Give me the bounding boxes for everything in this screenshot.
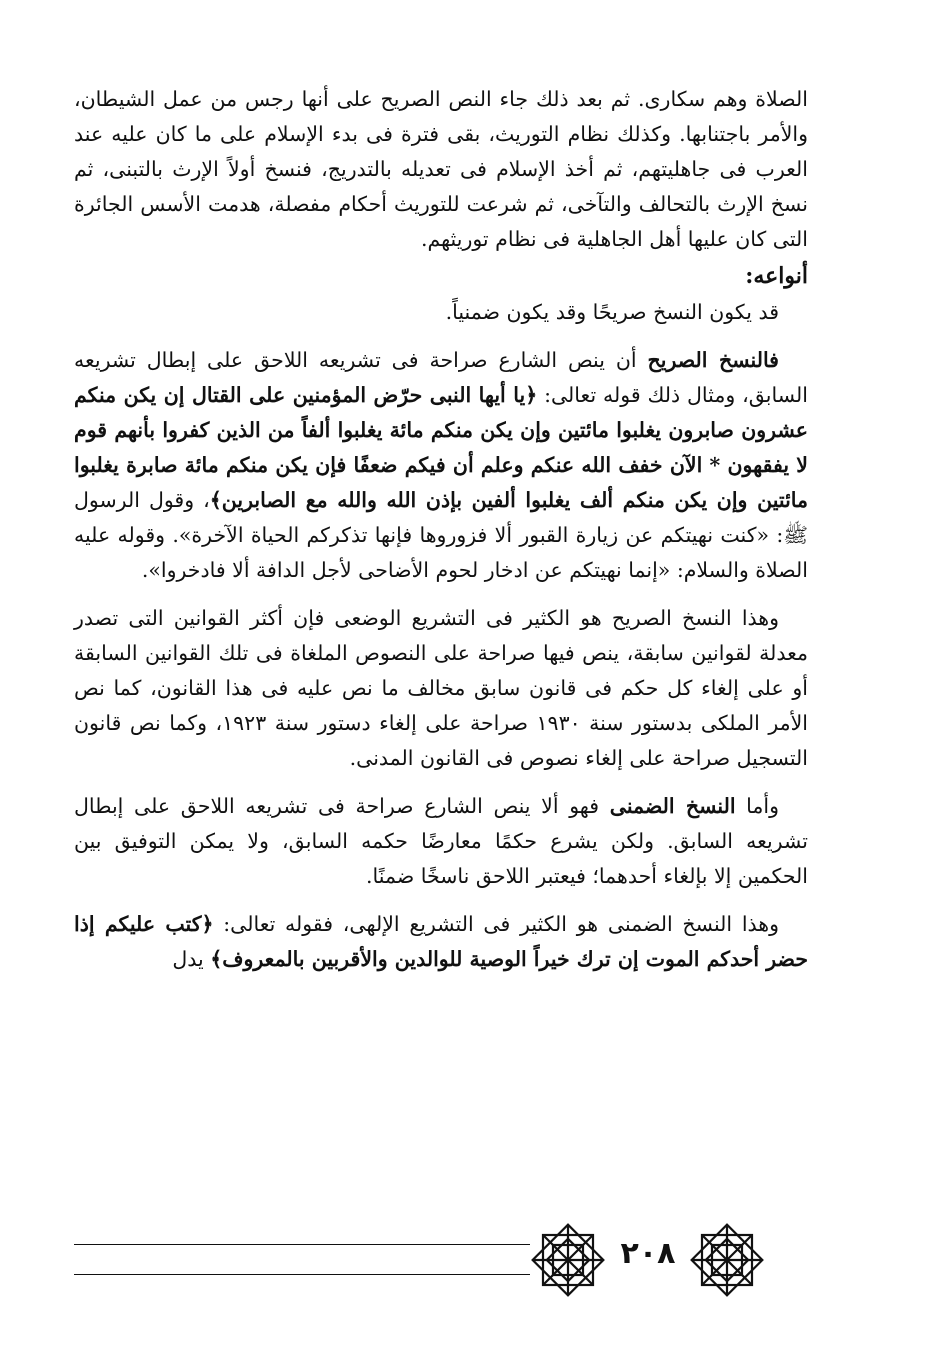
divine-law-continuation: يدل: [172, 947, 211, 971]
hadith-quotes: ، وقول الرسول ﷺ: «كنت نهيتكم عن زيارة القبور ألا فزوروها فإنها تذكركم الحياة الآخرة». وقوله عليه الصلاة والسلام: «إنما نهيتكم عن ادخار لحوم الأضاحى لأجل الدافة ألا فادخروا».: [74, 488, 808, 582]
implicit-lead: وأما: [735, 794, 779, 818]
paragraph-types-intro: قد يكون النسخ صريحًا وقد يكون ضمنياً.: [445, 300, 779, 324]
paragraph-divine-law: [74, 907, 808, 977]
footer-rule-bottom: [74, 1274, 530, 1275]
paragraph-implicit-abrogation: [74, 789, 808, 894]
paragraph-positive-law: وهذا النسخ الصريح هو الكثير فى التشريع الوضعى فإن أكثر القوانين التى تصدر معدلة لقوانين سابقة، ينص فيها صراحة على النصوص الملغاة فى تلك القوانين السابقة أو على إلغاء كل حكم فى قانون سابق مخالف ما نص عليه فى هذا القانون، كما نص الأمر الملكى بدستور سنة ١٩٣٠ صراحة على إلغاء دستور سنة ١٩٢٣، وكما نص قانون التسجيل صراحة على إلغاء نصوص فى القانون المدنى.: [74, 606, 809, 770]
section-heading-types: أنواعه:: [745, 263, 808, 289]
divine-law-intro: وهذا النسخ الضمنى هو الكثير فى التشريع الإلهى، فقوله تعالى:: [213, 912, 779, 936]
eight-point-star-ornament-icon: [689, 1222, 765, 1298]
quran-verse-anfal: ﴿يا أيها النبى حرّض المؤمنين على القتال إن يكن منكم عشرون صابرون يغلبوا مائتين وإن يكن منكم مائة يغلبوا ألفاً من الذين كفروا بأنهم قوم لا يفقهون * الآن خفف الله عنكم وعلم أن فيكم ضعفًا فإن يكن منكم مائة صابرة يغلبوا مائتين وإن يكن منكم ألف يغلبوا ألفين بإذن الله والله مع الصابرين﴾: [74, 383, 809, 512]
page-number: ٢٠٨: [620, 1236, 676, 1271]
paragraph-inheritance: الصلاة وهم سكارى. ثم بعد ذلك جاء النص الصريح على أنها رجس من عمل الشيطان، والأمر باجتنابها. وكذلك نظام التوريث، بقى فترة فى بدء الإسلام على ما كان عليه عند العرب فى جاهليتهم، ثم أخذ الإسلام فى تعديله بالتدريج، فنسخ أولاً الإرث بالتبنى، ثم نسخ الإرث بالتحالف والتآخى، ثم شرعت للتوريث أحكام مفصلة، هدمت الأسس الجائرة التى كان عليها أهل الجاهلية فى نظام توريثهم.: [74, 87, 808, 251]
term-implicit-abrogation: النسخ الضمنى: [609, 794, 736, 818]
paragraph-explicit-abrogation: [74, 343, 808, 588]
quran-verse-baqara: ﴿كتب عليكم إذا حضر أحدكم الموت إن ترك خيراً الوصية للوالدين والأقربين بالمعروف﴾: [74, 912, 808, 971]
term-explicit-abrogation: فالنسخ الصريح: [647, 348, 779, 372]
implicit-abrogation-definition: فهو ألا ينص الشارع صراحة فى تشريعه اللاحق على إبطال تشريعه السابق. ولكن يشرع حكمًا معارضًا حكمه السابق، ولا يمكن التوفيق بين الحكمين إلا بإلغاء أحدهما؛ فيعتبر اللاحق ناسخًا ضمنًا.: [74, 794, 808, 888]
footer-rule-top: [74, 1244, 530, 1245]
page-body: [74, 82, 808, 977]
page-footer: [74, 1220, 809, 1300]
explicit-abrogation-definition: أن ينص الشارع صراحة فى تشريعه اللاحق على إبطال تشريعه السابق، ومثال ذلك قوله تعالى:: [74, 348, 808, 407]
eight-point-star-ornament-icon: [530, 1222, 606, 1298]
